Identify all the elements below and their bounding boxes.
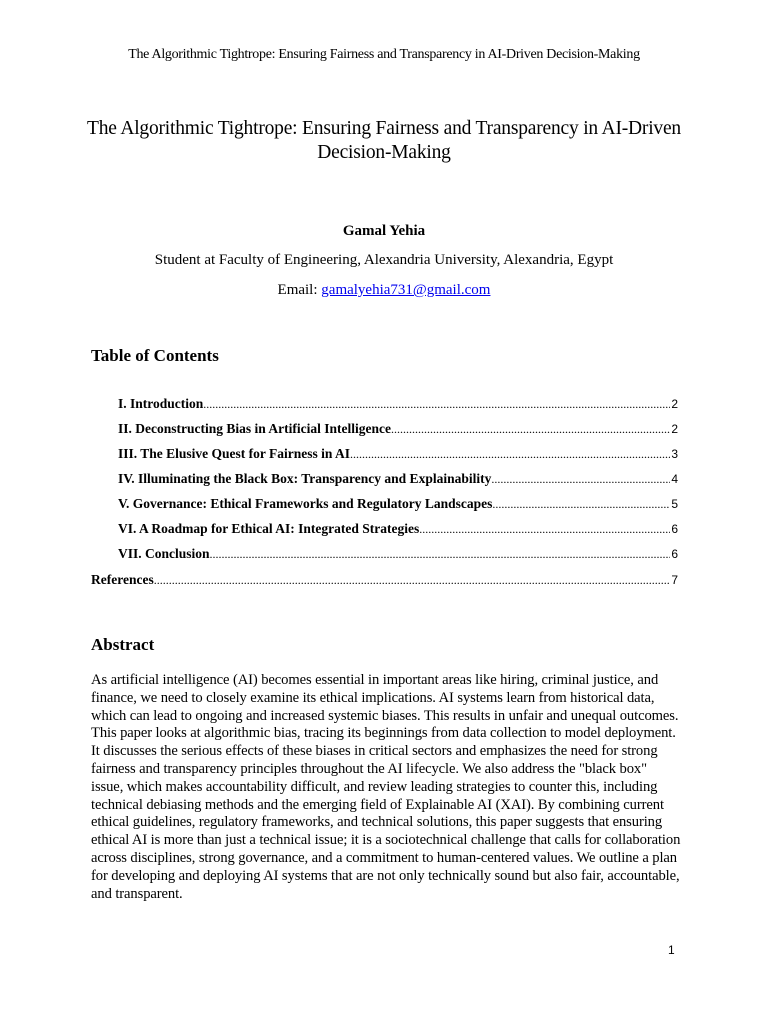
toc-entry-label: V. Governance: Ethical Frameworks and Regulatory Landscapes [118, 496, 493, 511]
paper-title: The Algorithmic Tightrope: Ensuring Fairness and Transparency in AI-Driven Decision-Making [87, 118, 681, 163]
toc-entry-page: 4 [671, 472, 678, 486]
toc-entry-page: 6 [671, 522, 678, 536]
abstract-heading: Abstract [91, 635, 155, 654]
author-name: Gamal Yehia [342, 223, 426, 239]
toc-entry-black-box[interactable] [118, 471, 678, 489]
toc-entry-label: I. Introduction [118, 396, 204, 411]
toc-entry-page: 7 [671, 573, 678, 587]
toc-leader-dots [492, 497, 670, 512]
abstract-body: As artificial intelligence (AI) becomes essential in important areas like hiring, criminal justice, and finance, we need to closely examine its ethical implications. AI systems learn from historical data, which can lead to ongoing and increased systemic biases. This results in unfair and unequal outcomes. This paper looks at algorithmic bias, tracing its beginnings from data collection to model deployment. It discusses the serious effects of these biases in critical sectors and emphasizes the need for strong fairness and transparency principles throughout the AI lifecycle. We also address the "black box" issue, which makes accountability difficult, and review leading strategies to counter this, including technical debiasing methods and the emerging field of Explainable AI (XAI). By combining current ethical guidelines, regulatory frameworks, and technical solutions, this paper suggests that ensuring ethical AI is more than just a technical issue; it is a sociotechnical challenge that calls for collaboration across disciplines, strong governance, and a commitment to human-centered values. We outline a plan for developing and deploying AI systems that are not only technically sound but also fair, accountable, and transparent. [91, 672, 681, 902]
toc-leader-dots [419, 522, 670, 537]
toc-entry-label: II. Deconstructing Bias in Artificial Intelligence [118, 421, 391, 436]
toc-leader-dots [350, 447, 670, 462]
toc-entry-introduction[interactable] [118, 396, 678, 414]
toc-entry-label: III. The Elusive Quest for Fairness in AI [118, 446, 351, 461]
page-number: 1 [668, 943, 675, 957]
toc-entry-page: 2 [671, 422, 678, 436]
toc-entry-governance[interactable] [118, 496, 678, 514]
email-link[interactable]: gamalyehia731@gmail.com [321, 282, 491, 298]
toc-leader-dots [391, 422, 670, 437]
toc-entry-page: 6 [671, 547, 678, 561]
toc-entry-roadmap[interactable] [118, 521, 678, 539]
toc-entry-conclusion[interactable] [118, 546, 678, 564]
toc-heading: Table of Contents [91, 346, 219, 365]
toc-entry-label: VII. Conclusion [118, 546, 210, 561]
toc-leader-dots [203, 397, 670, 412]
toc-leader-dots [210, 547, 671, 562]
toc-entry-label: VI. A Roadmap for Ethical AI: Integrated Strategies [118, 521, 420, 536]
toc-entry-references[interactable] [91, 572, 678, 590]
toc-entry-label: References [91, 572, 154, 587]
email-label: Email: [277, 282, 322, 298]
toc-entry-label: IV. Illuminating the Black Box: Transparency and Explainability [118, 471, 492, 486]
toc-entry-fairness[interactable] [118, 446, 678, 464]
toc-entry-page: 2 [671, 397, 678, 411]
toc-leader-dots [491, 472, 670, 487]
author-email-line [0, 282, 768, 299]
author-affiliation: Student at Faculty of Engineering, Alexandria University, Alexandria, Egypt [154, 252, 614, 268]
toc-leader-dots [154, 573, 671, 588]
toc-entry-page: 5 [671, 497, 678, 511]
toc-entry-deconstructing-bias[interactable] [118, 421, 678, 439]
running-header: The Algorithmic Tightrope: Ensuring Fairness and Transparency in AI-Driven Decision-Making [128, 47, 640, 62]
toc-entry-page: 3 [671, 447, 678, 461]
